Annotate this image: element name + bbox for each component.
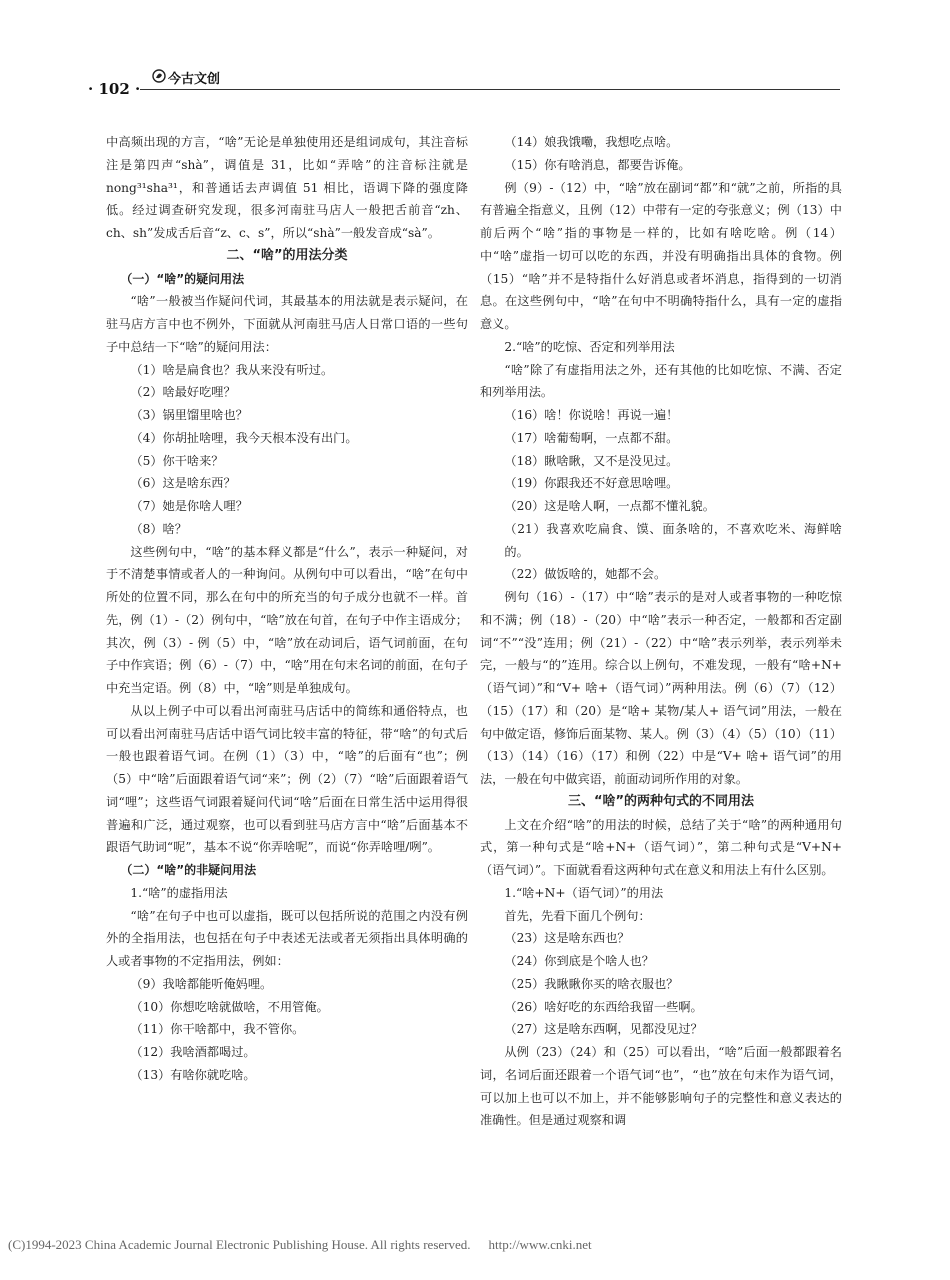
subsection-heading: （二）“啥”的非疑问用法 bbox=[120, 863, 257, 877]
example-sentence: （17）啥葡萄啊，一点都不甜。 bbox=[504, 430, 679, 445]
body-text: 中高频出现的方言，“啥”无论是单独使用还是组词成句，其注音标注是第四声“shà”，调值是 31，比如“弄啥”的注音标注就是nong³¹sha³¹，和普通话去声调值 51 相比，语调下降的强度降低。经过调查研究发现，很多河南驻马店人一般把舌前音“zh、ch、sh”发成舌后音“z、c、s”，所以“shà”一般发音成“sà”。 bbox=[106, 135, 468, 240]
example-sentence: （20）这是啥人啊，一点都不懂礼貌。 bbox=[504, 499, 715, 513]
example-sentence: （2）啥最好吃哩？ bbox=[130, 385, 236, 400]
example-sentence: （24）你到底是个啥人也？ bbox=[504, 954, 654, 968]
example-sentence: （5）你干啥来？ bbox=[130, 453, 224, 468]
example-sentence: （27）这是啥东西啊，见都没见过？ bbox=[504, 1022, 703, 1037]
paragraph: 从以上例子中可以看出河南驻马店话中的简练和通俗特点，也可以看出河南驻马店话中语气词比较丰富的特征，带“啥”的句式后一般也跟着语气词。在例（1）（3）中，“啥”的后面有“也”；例（5）中“啥”后面跟着语气词“来”；例（2）（7）“啥”后面跟着语气词“哩”；这些语气词跟着疑问代词“啥”后面在日常生活中运用得很普遍和广泛，通过观察，也可以看到驻马店方言中“啥”后面基本不跟语气助词“呢”，基本不说“你弄啥呢”，而说“你弄啥哩/咧”。 bbox=[106, 703, 468, 855]
right-column bbox=[480, 131, 842, 1132]
left-column bbox=[106, 131, 468, 1087]
example-sentence: （25）我瞅瞅你买的啥衣服也？ bbox=[504, 976, 679, 991]
example-sentence: （8）啥？ bbox=[130, 521, 187, 536]
page-number: · 102 · bbox=[88, 80, 141, 98]
footer-url: http://www.cnki.net bbox=[488, 1237, 592, 1252]
example-sentence: （22）做饭啥的，她都不会。 bbox=[504, 567, 667, 582]
example-sentence: 首先，先看下面几个例句： bbox=[504, 908, 651, 923]
example-sentence: （1）啥是扁食也？我从来没有听过。 bbox=[130, 362, 334, 377]
example-sentence: （11）你干啥都中，我不管你。 bbox=[130, 1022, 305, 1037]
paragraph: 例句（16）-（17）中“啥”表示的是对人或者事物的一种吃惊和不满；例（18）-（20）中“啥”表示一种否定，一般都和否定副词“不”“没”连用；例（21）-（22）中“啥”表示列举，表示列举未完，一般与“的”连用。综合以上例句，不难发现，一般有“啥+N+（语气词）”和“V+ 啥+（语气词）”两种用法。例（6）（7）（12）（15）（17）和（20）是“啥+ 某物/某人+ 语气词”用法，一般在句中做定语，修饰后面某物、某人。例（3）（4）（5）（10）（11）（13）（14）（16）（17）和例（22）中是“V+ 啥+ 语气词”的用法，一般在句中做宾语，前面动词所作用的对象。 bbox=[480, 590, 842, 786]
example-sentence: （16）啥！你说啥！再说一遍！ bbox=[504, 408, 679, 422]
paragraph: “啥”在句子中也可以虚指，既可以包括所说的范围之内没有例外的全指用法，也包括在句子中表述无法或者无须指出具体明确的人或者事物的不定指用法，例如： bbox=[106, 908, 468, 968]
example-sentence: （4）你胡扯啥哩，我今天根本没有出门。 bbox=[130, 430, 358, 445]
journal-name: 今古文创 bbox=[168, 72, 221, 87]
paragraph: 上文在介绍“啥”的用法的时候，总结了关于“啥”的两种通用句式，第一种句式是“啥+N+（语气词）”，第二种句式是“V+N+（语气词）”。下面就看看这两种句式在意义和用法上有什么区别。 bbox=[480, 817, 842, 877]
paragraph: “啥”除了有虚指用法之外，还有其他的比如吃惊、不满、否定和列举用法。 bbox=[480, 362, 842, 400]
example-sentence: （6）这是啥东西？ bbox=[130, 476, 236, 491]
copyright-text: (C)1994-2023 China Academic Journal Electronic Publishing House. All rights reserved. bbox=[8, 1237, 471, 1252]
paragraph: 从例（23）（24）和（25）可以看出，“啥”后面一般都跟着名词，名词后面还跟着一个语气词“也”，“也”放在句末作为语气词，可以加上也可以不加上，并不能够影响句子的完整性和意义表达的准确性。但是通过观察和调 bbox=[480, 1045, 842, 1128]
example-sentence: （18）瞅啥瞅，又不是没见过。 bbox=[504, 453, 679, 468]
example-sentence: （3）锅里馏里啥也？ bbox=[130, 408, 248, 422]
subsection-heading: （一）“啥”的疑问用法 bbox=[120, 271, 245, 286]
footer bbox=[8, 1237, 592, 1253]
example-sentence: 1.“啥”的虚指用法 bbox=[130, 885, 228, 900]
example-sentence: （14）娘我饿嘞，我想吃点啥。 bbox=[504, 135, 679, 149]
example-sentence: （13）有啥你就吃啥。 bbox=[130, 1067, 256, 1082]
example-sentence: 1.“啥+N+（语气词）”的用法 bbox=[504, 885, 664, 900]
section-heading: 二、“啥”的用法分类 bbox=[226, 247, 348, 263]
section-heading: 三、“啥”的两种句式的不同用法 bbox=[567, 793, 755, 809]
example-sentence: （12）我啥酒都喝过。 bbox=[130, 1045, 256, 1059]
paragraph: 这些例句中，“啥”的基本释义都是“什么”，表示一种疑问，对于不清楚事情或者人的一种询问。从例句中可以看出，“啥”在句中所处的位置不同，那么在句中的所充当的句子成分也就不一样。首先，例（1）-（2）例句中，“啥”放在句首，在句子中作主语成分；其次，例（3）- 例（5）中，“啥”放在动词后，语气词前面，在句子中作宾语；例（6）-（7）中，“啥”用在句末名词的前面，在句子中充当定语。例（8）中，“啥”则是单独成句。 bbox=[106, 544, 468, 695]
journal-logo-icon bbox=[152, 69, 166, 83]
example-sentence: （7）她是你啥人哩？ bbox=[130, 499, 248, 513]
example-sentence: （9）我啥都能听俺妈哩。 bbox=[130, 976, 273, 991]
example-sentence: （26）啥好吃的东西给我留一些啊。 bbox=[504, 999, 703, 1014]
page-header bbox=[88, 68, 840, 98]
example-sentence: 2.“啥”的吃惊、否定和列举用法 bbox=[504, 339, 675, 354]
example-sentence: （19）你跟我还不好意思啥哩。 bbox=[504, 476, 679, 491]
example-sentence: （10）你想吃啥就做啥，不用管俺。 bbox=[130, 999, 329, 1014]
example-sentence: （15）你有啥消息，都要告诉俺。 bbox=[504, 157, 691, 172]
paragraph: “啥”一般被当作疑问代词，其最基本的用法就是表示疑问，在驻马店方言中也不例外，下面就从河南驻马店人日常口语的一些句子中总结一下“啥”的疑问用法： bbox=[106, 294, 468, 354]
example-sentence: （23）这是啥东西也？ bbox=[504, 931, 630, 946]
header-rule bbox=[140, 89, 840, 90]
example-sentence: （21）我喜欢吃扁食、馍、面条啥的，不喜欢吃米、海鲜啥的。 bbox=[504, 521, 842, 559]
paragraph: 例（9）-（12）中，“啥”放在副词“都”和“就”之前，所指的具有普遍全指意义，且例（12）中带有一定的夸张意义；例（13）中前后两个“啥”指的事物是一样的，比如有啥吃啥。例（14）中“啥”虚指一切可以吃的东西，并没有明确指出具体的食物。例（15）“啥”并不是特指什么好消息或者坏消息，指得到的一切消息。在这些例句中，“啥”在句中不明确特指什么，具有一定的虚指意义。 bbox=[480, 180, 842, 331]
